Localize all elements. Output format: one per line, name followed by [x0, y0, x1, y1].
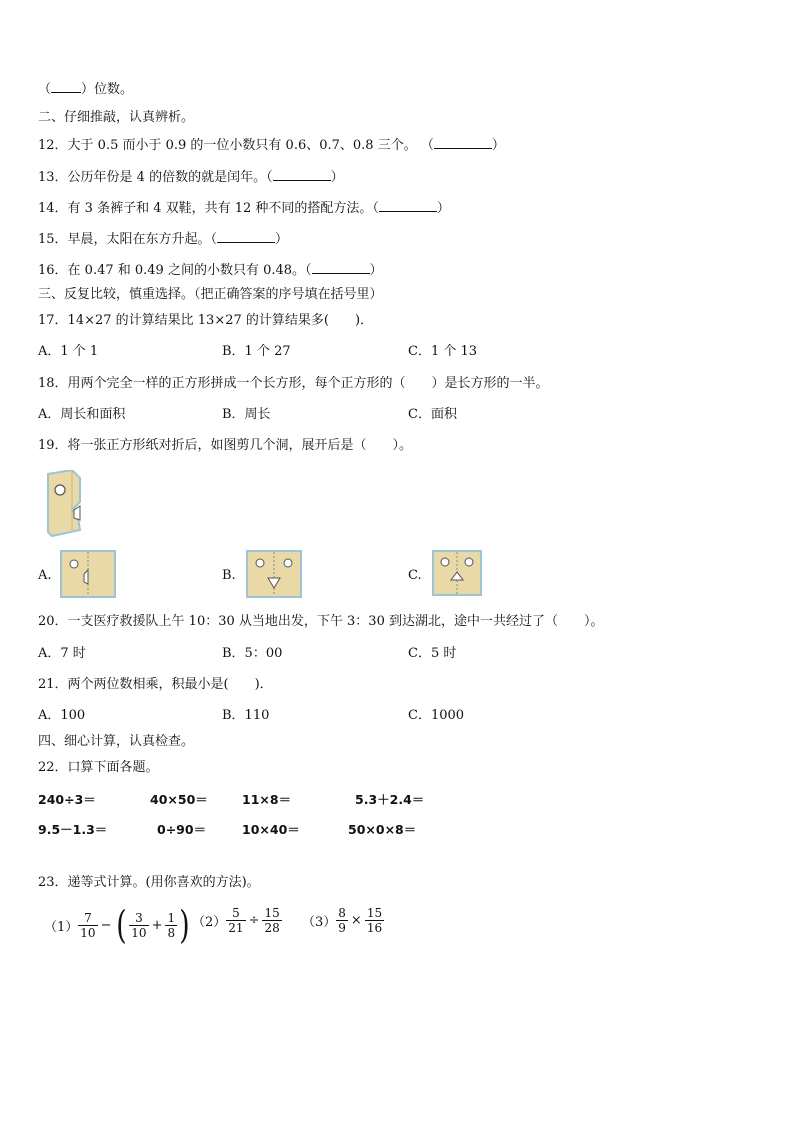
answer-blank[interactable] [273, 168, 331, 181]
q20-option-a[interactable]: A．7 时 [38, 646, 86, 661]
expression-label: （3） [302, 915, 337, 930]
question-22: 22．口算下面各题。 [38, 760, 159, 775]
calc-item: 40×50＝ [150, 792, 208, 807]
section-3-heading: 三、反复比较，慎重选择。（把正确答案的序号填在括号里） [38, 287, 383, 302]
calc-item: 50×0×8＝ [348, 822, 417, 837]
expression-2 [192, 906, 282, 935]
divide-sign: ÷ [248, 913, 260, 928]
q18-option-c[interactable]: C．面积 [408, 407, 457, 422]
expression-label: （2） [192, 915, 227, 930]
q19-option-b-label[interactable]: B. [222, 568, 236, 583]
question-13: 13．公历年份是 4 的倍数的就是闰年。（ ） [38, 170, 344, 185]
question-21: 21．两个两位数相乘，积最小是( )． [38, 677, 273, 692]
fraction: $\frac{15}{28}$ [264, 906, 280, 935]
q20-option-c[interactable]: C．5 时 [408, 646, 457, 661]
expression-1 [44, 903, 192, 947]
question-20: 20．一支医疗救援队上午 10：30 从当地出发，下午 3：30 到达湖北，途中一共经过了（ ）。 [38, 614, 604, 629]
expression-3 [302, 906, 384, 935]
right-paren: ) [179, 903, 190, 947]
q19-option-a-image[interactable] [60, 550, 116, 598]
calc-item: 0÷90＝ [157, 822, 207, 837]
q19-option-c-label[interactable]: C. [408, 568, 422, 583]
multiply-sign: × [350, 913, 362, 928]
line-top: （ ）位数。 [38, 82, 134, 97]
q21-option-a[interactable]: A．100 [38, 708, 86, 723]
question-18: 18．用两个完全一样的正方形拼成一个长方形，每个正方形的（ ）是长方形的一半。 [38, 376, 549, 391]
q20-option-b[interactable]: B．5：00 [222, 646, 283, 661]
calc-item: 11×8＝ [242, 792, 292, 807]
q19-option-b-image[interactable] [246, 550, 302, 598]
q17-option-c[interactable]: C．1 个 13 [408, 344, 478, 359]
fraction: $\frac{15}{16}$ [366, 906, 383, 935]
answer-blank[interactable] [51, 80, 81, 93]
expression-label: （1） [44, 919, 79, 935]
answer-blank[interactable] [379, 199, 437, 212]
left-paren: ( [116, 903, 128, 947]
question-12: 12．大于 0.5 而小于 0.9 的一位小数只有 0.6、0.7、0.8 三个。 （ ） [38, 138, 505, 153]
plus-sign: + [151, 917, 163, 933]
folded-paper-figure [44, 470, 84, 538]
question-19: 19．将一张正方形纸对折后，如图剪几个洞，展开后是（ ）。 [38, 438, 413, 453]
section-4-heading: 四、细心计算，认真检查。 [38, 734, 195, 749]
q18-option-a[interactable]: A．周长和面积 [38, 407, 126, 422]
question-16: 16．在 0.47 和 0.49 之间的小数只有 0.48。（ ） [38, 263, 383, 278]
q19-option-c-image[interactable] [432, 550, 482, 596]
question-14: 14．有 3 条裤子和 4 双鞋，共有 12 种不同的搭配方法。（ ） [38, 201, 450, 216]
fraction: $\frac{1}{8}$ [167, 910, 176, 940]
calc-item: 5.3＋2.4＝ [355, 792, 425, 807]
section-2-heading: 二、仔细推敲，认真辨析。 [38, 110, 195, 125]
answer-blank[interactable] [312, 261, 370, 274]
fraction: $\frac{5}{21}$ [228, 906, 244, 935]
question-23: 23．递等式计算。(用你喜欢的方法)。 [38, 875, 260, 890]
q19-option-a-label[interactable]: A. [38, 568, 52, 583]
fraction: $\frac{8}{9}$ [338, 906, 346, 935]
question-15: 15．早晨，太阳在东方升起。（ ） [38, 232, 289, 247]
calc-item: 10×40＝ [242, 822, 300, 837]
q21-option-b[interactable]: B．110 [222, 708, 270, 723]
fraction: $\frac{3}{10}$ [131, 910, 147, 940]
q18-option-b[interactable]: B．周长 [222, 407, 271, 422]
minus-sign: − [100, 917, 112, 933]
question-17: 17．14×27 的计算结果比 13×27 的计算结果多( )． [38, 313, 374, 328]
q17-option-a[interactable]: A．1 个 1 [38, 344, 99, 359]
answer-blank[interactable] [434, 136, 492, 149]
fraction: $\frac{7}{10}$ [80, 910, 96, 940]
q17-option-b[interactable]: B．1 个 27 [222, 344, 291, 359]
q21-option-c[interactable]: C．1000 [408, 708, 465, 723]
calc-item: 9.5－1.3＝ [38, 822, 108, 837]
calc-item: 240÷3＝ [38, 792, 96, 807]
answer-blank[interactable] [217, 230, 275, 243]
